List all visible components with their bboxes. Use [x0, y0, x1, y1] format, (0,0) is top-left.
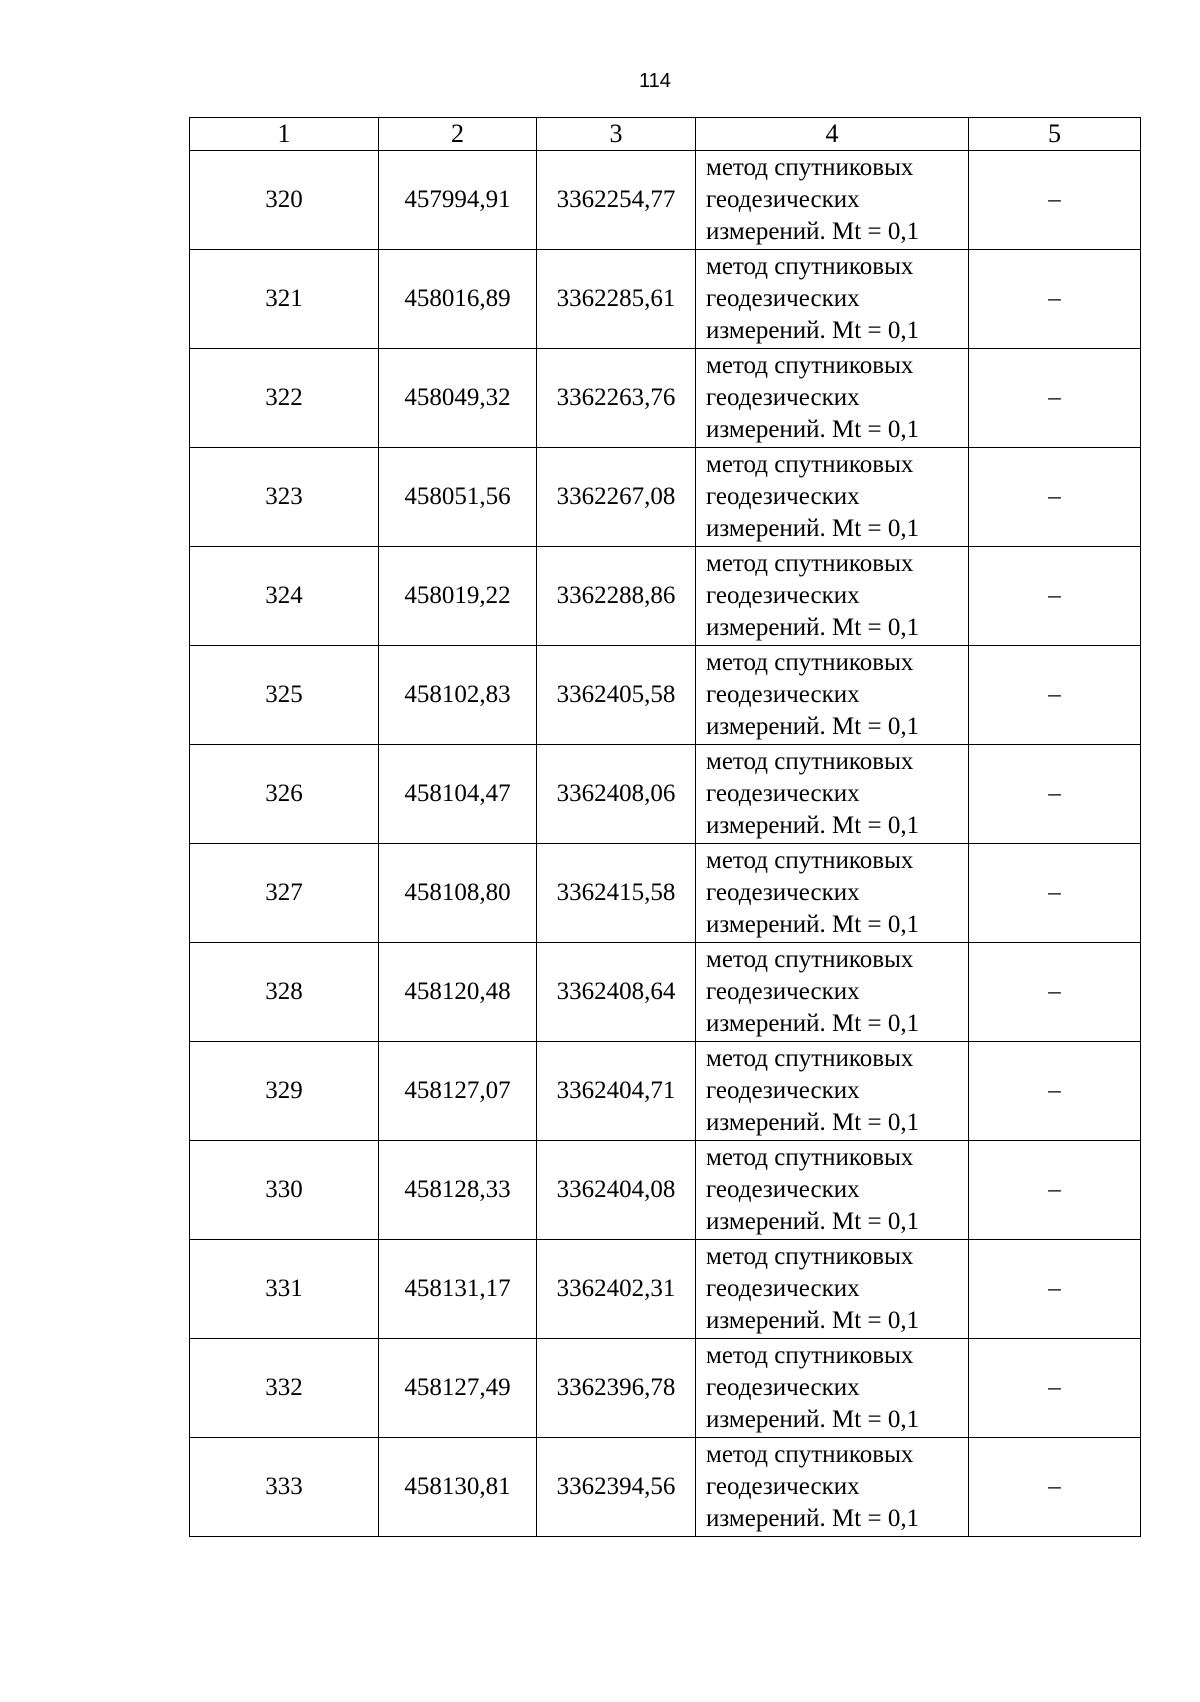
method-text-line: метод спутниковых — [706, 748, 914, 775]
table-row — [190, 844, 1141, 943]
method-text-line: геодезических — [706, 1374, 860, 1401]
point-number-cell: 330 — [190, 1141, 379, 1240]
method-cell — [696, 943, 969, 1042]
x-coordinate-cell: 458131,17 — [379, 1240, 537, 1339]
x-coordinate-cell: 458108,80 — [379, 844, 537, 943]
y-coordinate-cell: 3362285,61 — [537, 250, 696, 349]
y-coordinate-cell: 3362288,86 — [537, 547, 696, 646]
method-text-line: метод спутниковых — [706, 154, 914, 181]
method-text-line: измерений. Mt = 0,1 — [706, 1109, 920, 1136]
method-text-line: измерений. Mt = 0,1 — [706, 812, 920, 839]
x-coordinate-cell: 458016,89 — [379, 250, 537, 349]
page-number: 114 — [639, 70, 671, 92]
method-text-line: метод спутниковых — [706, 1144, 914, 1171]
table-row — [190, 349, 1141, 448]
x-coordinate-cell: 458130,81 — [379, 1438, 537, 1537]
method-text-line: измерений. Mt = 0,1 — [706, 1406, 920, 1433]
method-text-line: метод спутниковых — [706, 550, 914, 577]
method-text-line: метод спутниковых — [706, 649, 914, 676]
x-coordinate-cell: 458102,83 — [379, 646, 537, 745]
method-cell — [696, 1339, 969, 1438]
method-text-line: измерений. Mt = 0,1 — [706, 416, 920, 443]
method-cell — [696, 151, 969, 250]
point-number-cell: 321 — [190, 250, 379, 349]
note-cell: – — [969, 1141, 1141, 1240]
method-text-line: геодезических — [706, 1077, 860, 1104]
method-text-line: измерений. Mt = 0,1 — [706, 317, 920, 344]
x-coordinate-cell: 458019,22 — [379, 547, 537, 646]
x-coordinate-cell: 457994,91 — [379, 151, 537, 250]
y-coordinate-cell: 3362267,08 — [537, 448, 696, 547]
x-coordinate-cell: 458127,49 — [379, 1339, 537, 1438]
y-coordinate-cell: 3362396,78 — [537, 1339, 696, 1438]
point-number-cell: 324 — [190, 547, 379, 646]
table-row — [190, 250, 1141, 349]
method-text-line: измерений. Mt = 0,1 — [706, 713, 920, 740]
method-text-line: геодезических — [706, 879, 860, 906]
table-body — [190, 151, 1141, 1537]
table-row — [190, 1240, 1141, 1339]
table-row — [190, 151, 1141, 250]
note-cell: – — [969, 646, 1141, 745]
method-text-line: геодезических — [706, 384, 860, 411]
point-number-cell: 322 — [190, 349, 379, 448]
method-text-line: метод спутниковых — [706, 1441, 914, 1468]
y-coordinate-cell: 3362415,58 — [537, 844, 696, 943]
table-row — [190, 1339, 1141, 1438]
table-row — [190, 1042, 1141, 1141]
point-number-cell: 320 — [190, 151, 379, 250]
method-cell — [696, 1141, 969, 1240]
table-row — [190, 1438, 1141, 1537]
method-text-line: метод спутниковых — [706, 253, 914, 280]
method-text-line: метод спутниковых — [706, 1342, 914, 1369]
method-text-line: измерений. Mt = 0,1 — [706, 1010, 920, 1037]
method-text-line: измерений. Mt = 0,1 — [706, 218, 920, 245]
y-coordinate-cell: 3362404,71 — [537, 1042, 696, 1141]
method-text-line: геодезических — [706, 780, 860, 807]
note-cell: – — [969, 745, 1141, 844]
table-row — [190, 646, 1141, 745]
method-text-line: метод спутниковых — [706, 352, 914, 379]
table-row — [190, 1141, 1141, 1240]
method-text-line: геодезических — [706, 186, 860, 213]
y-coordinate-cell: 3362408,06 — [537, 745, 696, 844]
note-cell: – — [969, 1438, 1141, 1537]
method-text-line: измерений. Mt = 0,1 — [706, 1505, 920, 1532]
x-coordinate-cell: 458104,47 — [379, 745, 537, 844]
header-cell-2: 2 — [379, 118, 537, 151]
method-text-line: измерений. Mt = 0,1 — [706, 1208, 920, 1235]
method-text-line: метод спутниковых — [706, 1243, 914, 1270]
note-cell: – — [969, 1240, 1141, 1339]
note-cell: – — [969, 151, 1141, 250]
method-cell — [696, 646, 969, 745]
point-number-cell: 327 — [190, 844, 379, 943]
coordinates-table — [189, 117, 1141, 1537]
note-cell: – — [969, 547, 1141, 646]
method-text-line: измерений. Mt = 0,1 — [706, 1307, 920, 1334]
y-coordinate-cell: 3362408,64 — [537, 943, 696, 1042]
table-row — [190, 745, 1141, 844]
table-header-row — [190, 118, 1141, 151]
y-coordinate-cell: 3362404,08 — [537, 1141, 696, 1240]
method-text-line: метод спутниковых — [706, 451, 914, 478]
method-cell — [696, 1438, 969, 1537]
point-number-cell: 328 — [190, 943, 379, 1042]
method-text-line: измерений. Mt = 0,1 — [706, 515, 920, 542]
method-text-line: геодезических — [706, 681, 860, 708]
header-cell-4: 4 — [696, 118, 969, 151]
method-text-line: измерений. Mt = 0,1 — [706, 911, 920, 938]
x-coordinate-cell: 458127,07 — [379, 1042, 537, 1141]
y-coordinate-cell: 3362254,77 — [537, 151, 696, 250]
method-text-line: измерений. Mt = 0,1 — [706, 614, 920, 641]
y-coordinate-cell: 3362405,58 — [537, 646, 696, 745]
point-number-cell: 332 — [190, 1339, 379, 1438]
method-text-line: геодезических — [706, 1473, 860, 1500]
table-row — [190, 448, 1141, 547]
header-cell-5: 5 — [969, 118, 1141, 151]
method-cell — [696, 745, 969, 844]
point-number-cell: 329 — [190, 1042, 379, 1141]
method-text-line: геодезических — [706, 1275, 860, 1302]
header-cell-1: 1 — [190, 118, 379, 151]
method-text-line: геодезических — [706, 483, 860, 510]
y-coordinate-cell: 3362402,31 — [537, 1240, 696, 1339]
point-number-cell: 333 — [190, 1438, 379, 1537]
x-coordinate-cell: 458051,56 — [379, 448, 537, 547]
method-cell — [696, 547, 969, 646]
method-text-line: геодезических — [706, 1176, 860, 1203]
method-text-line: метод спутниковых — [706, 1045, 914, 1072]
y-coordinate-cell: 3362394,56 — [537, 1438, 696, 1537]
method-text-line: геодезических — [706, 582, 860, 609]
method-cell — [696, 1042, 969, 1141]
point-number-cell: 325 — [190, 646, 379, 745]
note-cell: – — [969, 844, 1141, 943]
method-text-line: геодезических — [706, 978, 860, 1005]
point-number-cell: 331 — [190, 1240, 379, 1339]
note-cell: – — [969, 1339, 1141, 1438]
point-number-cell: 326 — [190, 745, 379, 844]
method-cell — [696, 349, 969, 448]
method-text-line: метод спутниковых — [706, 847, 914, 874]
note-cell: – — [969, 448, 1141, 547]
table-row — [190, 943, 1141, 1042]
method-cell — [696, 448, 969, 547]
x-coordinate-cell: 458049,32 — [379, 349, 537, 448]
point-number-cell: 323 — [190, 448, 379, 547]
method-cell — [696, 844, 969, 943]
note-cell: – — [969, 349, 1141, 448]
x-coordinate-cell: 458120,48 — [379, 943, 537, 1042]
method-cell — [696, 1240, 969, 1339]
x-coordinate-cell: 458128,33 — [379, 1141, 537, 1240]
y-coordinate-cell: 3362263,76 — [537, 349, 696, 448]
table-row — [190, 547, 1141, 646]
note-cell: – — [969, 943, 1141, 1042]
method-text-line: метод спутниковых — [706, 946, 914, 973]
method-cell — [696, 250, 969, 349]
note-cell: – — [969, 250, 1141, 349]
header-cell-3: 3 — [537, 118, 696, 151]
note-cell: – — [969, 1042, 1141, 1141]
method-text-line: геодезических — [706, 285, 860, 312]
